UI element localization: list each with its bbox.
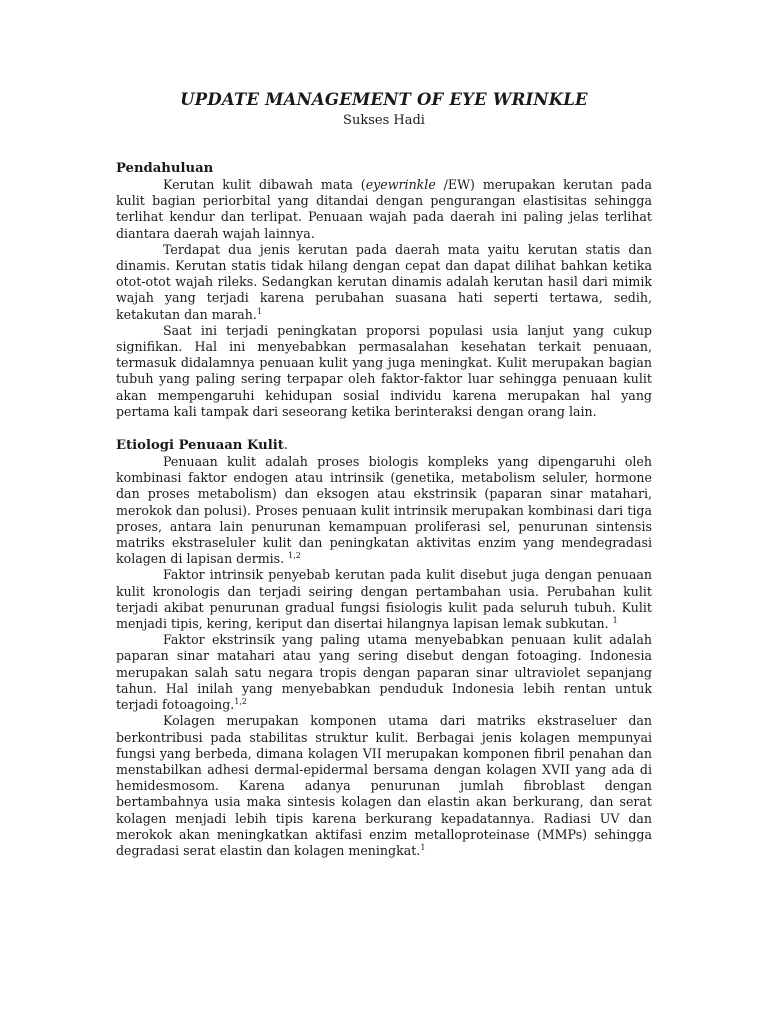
paragraph: Faktor ekstrinsik yang paling utama menyebabkan penuaan kulit adalah paparan sinar matahari atau yang sering disebut dengan fotoaging. Indonesia merupakan salah satu negara tropis dengan paparan sinar ultraviolet sepanjang tahun. Hal inilah yang menyebabkan penduduk Indonesia lebih rentan untuk terjadi fotoagoing.$^{1,2}$ [116,632,652,713]
reference-marker: 1 [612,615,618,625]
section-heading-etiologi: Etiologi Penuaan Kulit. [116,438,289,454]
reference-marker: 1,2 [234,696,248,706]
document-title: UPDATE MANAGEMENT OF EYE WRINKLE [180,90,588,109]
reference-marker: 1,2 [288,551,301,561]
paragraph: Penuaan kulit adalah proses biologis kompleks yang dipengaruhi oleh kombinasi faktor endogen atau intrinsik (genetika, metabolism seluler, hormone dan proses metabolism) dan eksogen atau ekstrinsik (paparan sinar matahari, merokok dan polusi). Proses penuaan kulit intrinsik merupakan kombinasi dari tiga proses, antara lain penurunan kemampuan proliferasi sel, penurunan sintensis matriks ekstraseluler kulit dan peningkatan aktivitas enzim yang mendegradasi kolagen di lapisan dermis. $^{1,2}$ [116,454,652,567]
section-heading-pendahuluan: Pendahuluan [116,161,214,176]
italic-term: eyewrinkle [365,177,436,192]
reference-marker: 1 [420,842,426,852]
paragraph: Kolagen merupakan komponen utama dari matriks ekstraseluer dan berkontribusi pada stabilitas struktur kulit. Berbagai jenis kolagen mempunyai fungsi yang berbeda, dimana kolagen VII merupakan komponen fibril penahan dan menstabilkan adhesi dermal-epidermal bersama dengan kolagen XVII yang ada di hemidesmosom. Karena adanya penurunan jumlah fibroblast dengan bertambahnya usia maka sintesis kolagen dan elastin akan berkurang, dan serat kolagen menjadi lebih tipis karena berkurang kepadatannya. Radiasi UV dan merokok akan meningkatkan aktifasi enzim metalloproteinase (MMPs) sehingga degradasi serat elastin dan kolagen meningkat.$^1$ [116,713,652,858]
reference-marker: 1 [256,306,262,316]
paragraph: Kerutan kulit dibawah mata (eyewrinkle /EW) merupakan kerutan pada kulit bagian periorbital yang ditandai dengan pengurangan elastisitas sehingga terlihat kendur dan terlipat. Penuaan wajah pada daerah ini paling jelas terlihat diantara daerah wajah lainnya. [116,177,652,241]
document-author: Sukses Hadi [343,113,425,128]
paragraph: Saat ini terjadi peningkatan proporsi populasi usia lanjut yang cukup signifikan. Hal ini menyebabkan permasalahan kesehatan terkait penuaan, termasuk didalamnya penuaan kulit yang juga meningkat. Kulit merupakan bagian tubuh yang paling sering terpapar oleh faktor-faktor luar sehingga penuaan kulit akan mempengaruhi kehidupan sosial individu karena merupakan hal yang pertama kali tampak dari seseorang ketika berinteraksi dengan orang lain. [116,322,652,419]
paragraph: Terdapat dua jenis kerutan pada daerah mata yaitu kerutan statis dan dinamis. Kerutan statis tidak hilang dengan cepat dan dapat dilihat bahkan ketika otot-otot wajah rileks. Sedangkan kerutan dinamis adalah kerutan hasil dari mimik wajah yang terjadi karena perubahan suasana hati seperti tertawa, sedih, ketakutan dan marah.$^1$ [116,241,652,322]
paragraph: Faktor intrinsik penyebab kerutan pada kulit disebut juga dengan penuaan kulit kronologis dan terjadi seiring dengan pertambahan usia. Perubahan kulit terjadi akibat penurunan gradual fungsi fisiologis kulit pada seluruh tubuh. Kulit menjadi tipis, kering, keriput dan disertai hilangnya lapisan lemak subkutan. $^1$ [116,567,652,632]
